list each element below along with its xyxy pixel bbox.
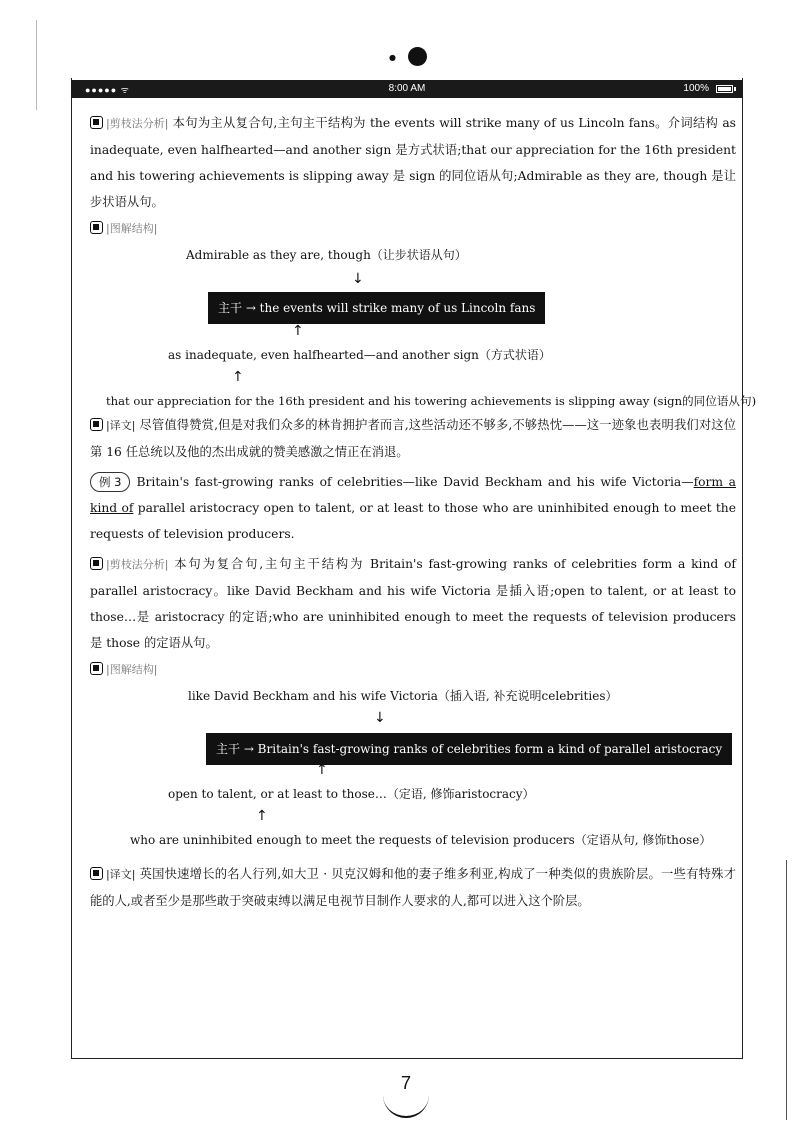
status-time: 8:00 AM <box>388 83 426 94</box>
diagram-clause: that our appreciation for the 16th president and his towering achievements is slipping away (sign的同位语从句) <box>106 394 757 408</box>
structure-diagram <box>90 242 757 412</box>
example-label: 例 3 <box>90 472 130 492</box>
analysis-tag: |剪枝法分析| <box>90 111 168 137</box>
translation-tag: |译文| <box>90 862 135 888</box>
diagram-clause: like David Beckham and his wife Victoria（插入语, 补充说明celebrities） <box>188 689 618 703</box>
diagram-heading <box>90 656 736 683</box>
arrow-up-icon: ↑ <box>232 369 244 385</box>
status-bar <box>71 80 743 98</box>
battery-tip <box>734 87 736 91</box>
translation-text: 尽管值得赞赏,但是对我们众多的林肯拥护者而言,这些活动还不够多,不够热忱——这一迹象也表明我们对这位第 16 任总统以及他的杰出成就的赞美感激之情正在消退。 <box>90 418 736 459</box>
battery-level: 100% <box>683 83 709 94</box>
page-number: 7 <box>400 1073 411 1093</box>
battery-icon <box>716 85 733 93</box>
arrow-up-icon: ↑ <box>316 762 328 778</box>
diagram-clause: who are uninhibited enough to meet the requests of television producers（定语从句, 修饰those） <box>130 833 712 847</box>
diagram-tag: |图解结构| <box>90 216 157 242</box>
example-text-underlined: form a kind of <box>90 475 736 515</box>
analysis-text: 本句为主从复合句,主句主干结构为 the events will strike many of us Lincoln fans。介词结构 as inadequate, even halfhearted—and another sign 是方式状语;that our appreciation for the 16th president and his towering achievements is slipping away 是 sign 的同位语从句;Admirable as they are, though 是让步状语从句。 <box>90 116 736 209</box>
book-icon <box>90 221 103 234</box>
arrow-up-icon: ↑ <box>256 808 268 824</box>
diagram-clause: Admirable as they are, though（让步状语从句） <box>186 248 467 262</box>
translation-tag: |译文| <box>90 413 135 439</box>
book-icon <box>90 662 103 675</box>
main-clause-box: 主干 → the events will strike many of us Lincoln fans <box>208 292 545 324</box>
scan-mark-dot <box>408 47 427 66</box>
book-icon <box>90 557 103 570</box>
book-icon <box>90 418 103 431</box>
arrow-down-icon: ↓ <box>352 271 364 287</box>
diagram-clause: as inadequate, even halfhearted—and another sign（方式状语） <box>168 348 551 362</box>
book-icon <box>90 116 103 129</box>
translation-text: 英国快速增长的名人行列,如大卫 · 贝克汉姆和他的妻子维多利亚,构成了一种类似的贵族阶层。一些有特殊才能的人,或者至少是那些敢于突破束缚以满足电视节目制作人要求的人,都可以进入这个阶层。 <box>90 867 736 908</box>
scan-mark-small: ● <box>389 53 396 62</box>
example-paragraph <box>90 469 736 547</box>
analysis-paragraph <box>90 110 736 215</box>
analysis-text: 本句为复合句,主句主干结构为 Britain's fast-growing ranks of celebrities form a kind of parallel aristocracy。like David Beckham and his wife Victoria 是插入语;open to talent, or at least to those…是 aristocracy 的定语;who are uninhibited enough to meet the requests of television producers 是 those 的定语从句。 <box>90 557 736 650</box>
example-text-before: Britain's fast-growing ranks of celebrities—like David Beckham and his wife Victoria— <box>136 475 694 489</box>
example-text-after: parallel aristocracy open to talent, or at least to those who are uninhibited enough to meet the requests of television producers. <box>90 501 736 541</box>
scan-edge-line <box>36 20 37 110</box>
translation-paragraph <box>90 861 736 914</box>
main-clause-box: 主干 → Britain's fast-growing ranks of celebrities form a kind of parallel aristocracy <box>206 733 732 765</box>
page-content <box>90 110 757 914</box>
scan-edge-line <box>786 860 787 1120</box>
arrow-up-icon: ↑ <box>292 323 304 339</box>
structure-diagram <box>90 683 736 861</box>
book-icon <box>90 867 103 880</box>
analysis-tag: |剪枝法分析| <box>90 552 168 578</box>
signal-icon: ●●●●● ᯤ <box>85 85 130 95</box>
diagram-clause: open to talent, or at least to those…（定语, 修饰aristocracy） <box>168 787 535 801</box>
translation-paragraph <box>90 412 736 465</box>
analysis-paragraph <box>90 551 736 656</box>
diagram-tag: |图解结构| <box>90 657 157 683</box>
page-number-arc <box>383 1080 429 1118</box>
diagram-heading <box>90 215 736 242</box>
arrow-down-icon: ↓ <box>374 710 386 726</box>
